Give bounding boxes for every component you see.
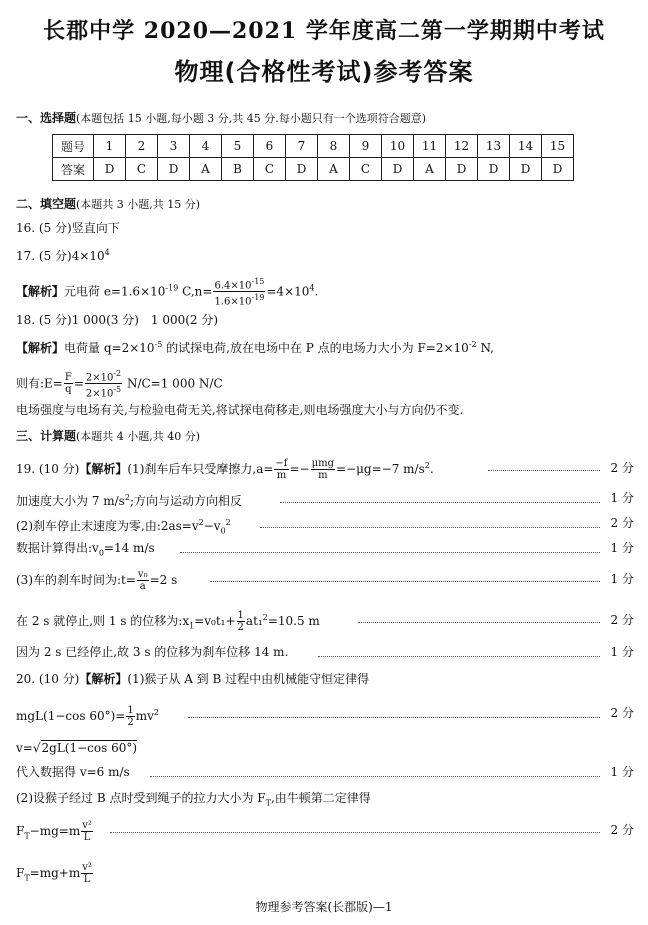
q-answer: D xyxy=(158,158,190,181)
q17-exponent: 4 xyxy=(104,248,110,257)
q18-frac2-den-exp: -5 xyxy=(113,385,122,395)
answer-table xyxy=(52,134,574,181)
q-answer: C xyxy=(254,158,286,181)
q17-sol-mid: C,n= xyxy=(178,284,213,299)
q19-l5-end: =2 s xyxy=(149,573,178,587)
q18-sol1-exp: -5 xyxy=(154,340,163,349)
dotted-leader xyxy=(150,776,600,777)
q19-l1-text: (1)刹车后车只受摩擦力,a= xyxy=(127,462,274,476)
q20-line-3 xyxy=(16,740,137,756)
q18-fraction-2 xyxy=(85,368,122,400)
q19-l6-frac xyxy=(237,610,245,633)
q19-l5-frac-num: v₀ xyxy=(137,569,148,580)
q19-line-6 xyxy=(16,610,320,634)
q-answer: D xyxy=(286,158,318,181)
q20-l6-frac xyxy=(81,820,93,843)
q-number: 11 xyxy=(414,135,446,158)
q20-l2-frac-den: 2 xyxy=(127,717,134,728)
q19-l4-tail: =14 m/s xyxy=(103,541,155,555)
q18-sol2-text: 则有:E= xyxy=(16,376,63,391)
q18-frac1-den: q xyxy=(65,384,72,396)
q17-answer xyxy=(16,245,110,264)
q19-l2-exp: 2 xyxy=(124,493,130,502)
q17-fraction xyxy=(213,276,265,308)
score: 2 分 xyxy=(610,516,634,530)
q16-answer: 16. (5 分)竖直向下 xyxy=(16,221,120,235)
q19-l3-sub: 0 xyxy=(220,526,226,536)
page-footer: 物理参考答案(长郡版)—1 xyxy=(255,900,393,914)
q20-line-2 xyxy=(16,705,159,728)
answer-table-number-row xyxy=(53,135,574,158)
q18-frac2-num-exp: -2 xyxy=(113,369,122,378)
q17-frac-den-exp: -19 xyxy=(251,293,265,303)
jiexi-label: 【解析】 xyxy=(79,672,128,686)
q19-l6-mid: =v₀t₁+ xyxy=(194,614,236,628)
q20-l3-text: v= xyxy=(16,741,33,755)
exam-subtitle: 物理(合格性考试)参考答案 xyxy=(174,58,474,86)
sqrt-sign: √ xyxy=(32,741,41,755)
q-number: 1 xyxy=(94,135,126,158)
q19-l1-frac2-num: μmg xyxy=(311,458,334,469)
q-answer: B xyxy=(222,158,254,181)
q20-l5-tail: ,由牛顿第二定律得 xyxy=(270,791,371,805)
q-answer: C xyxy=(126,158,158,181)
q19-l3-exp: 2 xyxy=(198,518,204,527)
q20-l7-frac xyxy=(81,862,93,885)
section3-note: (本题共 4 小题,共 40 分) xyxy=(76,430,201,443)
q19-l4-text: 数据计算得出:v xyxy=(16,541,99,555)
section3-title: 三、计算题 xyxy=(16,429,77,443)
exam-title: 长郡中学 2020—2021 学年度高二第一学期期中考试 xyxy=(43,18,605,44)
row-label-answer: 答案 xyxy=(53,158,94,181)
dotted-leader xyxy=(488,470,600,471)
q18-solution-2 xyxy=(16,368,223,400)
score: 1 分 xyxy=(610,541,634,555)
jiexi-label: 【解析】 xyxy=(16,341,65,355)
score: 2 分 xyxy=(610,461,634,475)
q20-head: 20. (10 分) xyxy=(16,672,80,686)
q20-l5-sub: T xyxy=(265,798,271,808)
q19-l5-frac-den: a xyxy=(139,581,146,592)
q-answer: D xyxy=(446,158,478,181)
q18-equals: = xyxy=(73,376,84,391)
q18-frac1-num: F xyxy=(64,372,72,384)
q-number: 8 xyxy=(318,135,350,158)
q19-l1-end: =−μg=−7 m/s xyxy=(336,462,425,476)
q19-l1-frac1-num: −f xyxy=(275,458,288,469)
q17-sol-text: 元电荷 e=1.6×10 xyxy=(64,284,166,299)
q-number: 7 xyxy=(286,135,318,158)
q-answer: C xyxy=(350,158,382,181)
q19-l6-tail: =10.5 m xyxy=(267,614,320,628)
q-answer: D xyxy=(94,158,126,181)
q19-l2-tail: ;方向与运动方向相反 xyxy=(129,494,242,508)
q19-l1-frac2 xyxy=(311,458,335,481)
q20-l6-sub: T xyxy=(24,831,30,841)
q17-sol-exp: -19 xyxy=(165,283,179,293)
dotted-leader xyxy=(188,717,600,718)
q20-line-1 xyxy=(16,671,369,687)
q19-l1-exp: 2 xyxy=(424,461,430,470)
section1-note: (本题包括 15 小题,每小题 3 分,共 45 分.每小题只有一个选项符合题意) xyxy=(76,112,427,125)
q-number: 12 xyxy=(446,135,478,158)
q20-l2-frac xyxy=(126,705,134,728)
q19-l1-frac2-den: m xyxy=(318,470,328,481)
q-number: 10 xyxy=(382,135,414,158)
q-number: 4 xyxy=(190,135,222,158)
score: 1 分 xyxy=(610,491,634,505)
q19-line-7: 因为 2 s 已经停止,故 3 s 的位移为刹车位移 14 m. xyxy=(16,645,289,659)
q-number: 9 xyxy=(350,135,382,158)
q18-sol1-text: 电荷量 q=2×10 xyxy=(64,341,155,355)
q19-l3-mid: −v xyxy=(203,519,221,533)
q18-sol2-end: N/C=1 000 N/C xyxy=(123,376,223,391)
q17-sol-end: =4×10 xyxy=(266,284,310,299)
q19-l2-text: 加速度大小为 7 m/s xyxy=(16,494,125,508)
q20-line-5 xyxy=(16,790,371,811)
dotted-leader xyxy=(260,527,600,528)
q19-head: 19. (10 分) xyxy=(16,462,80,476)
dotted-leader xyxy=(210,581,600,582)
q-answer: A xyxy=(318,158,350,181)
q18-sol1-mid: 的试探电荷,放在电场中在 P 点的电场力大小为 F=2×10 xyxy=(162,341,469,355)
score: 1 分 xyxy=(610,765,634,779)
q20-l6-text: F xyxy=(16,824,25,838)
dotted-leader xyxy=(318,656,600,657)
section1-title: 一、选择题 xyxy=(16,111,77,125)
q20-l6-frac-num: v² xyxy=(82,820,92,831)
q20-l1-text: (1)猴子从 A 到 B 过程中由机械能守恒定律得 xyxy=(127,672,370,686)
q-answer: A xyxy=(414,158,446,181)
q19-line-2 xyxy=(16,490,242,509)
q17-frac-den: 1.6×10 xyxy=(214,296,252,308)
section2-note: (本题共 3 小题,共 15 分) xyxy=(76,198,201,211)
q19-l6-end: at₁ xyxy=(245,614,263,628)
q19-line-3 xyxy=(16,515,231,539)
q19-l6-frac-num: 1 xyxy=(237,610,244,621)
score: 2 分 xyxy=(610,823,634,837)
q20-l2-end: mv xyxy=(135,709,154,723)
q20-l7-frac-num: v² xyxy=(82,862,92,873)
q20-l7-sub: T xyxy=(24,873,30,883)
q20-l2-text: mgL(1−cos 60°)= xyxy=(16,709,126,723)
dotted-leader xyxy=(110,832,600,833)
q19-l5-frac xyxy=(137,569,149,592)
q17-sol-tail: . xyxy=(314,284,319,299)
q19-l6-text: 在 2 s 就停止,则 1 s 的位移为:x xyxy=(16,614,190,628)
q20-l3-radicand: 2gL(1−cos 60°) xyxy=(41,741,138,755)
q19-line-4 xyxy=(16,540,155,561)
q18-sol1-end: N, xyxy=(476,341,494,355)
q-number: 15 xyxy=(542,135,574,158)
q19-l6-frac-den: 2 xyxy=(237,622,244,633)
score: 1 分 xyxy=(610,645,634,659)
section3-heading xyxy=(16,428,200,445)
q20-l6-mid: −mg=m xyxy=(29,824,81,838)
q-number: 5 xyxy=(222,135,254,158)
section2-heading xyxy=(16,196,200,213)
q-number: 14 xyxy=(510,135,542,158)
section1-heading xyxy=(16,110,426,127)
q18-solution-1 xyxy=(16,337,494,356)
q19-l3-exp2: 2 xyxy=(225,518,231,527)
q18-sol1-exp2: -2 xyxy=(468,340,477,349)
q18-frac2-den: 2×10 xyxy=(85,388,114,400)
score: 2 分 xyxy=(610,706,634,720)
q-number: 6 xyxy=(254,135,286,158)
answer-table-answer-row xyxy=(53,158,574,181)
q17-text: 17. (5 分)4×10 xyxy=(16,249,105,263)
dotted-leader xyxy=(280,502,600,503)
dotted-leader xyxy=(180,552,600,553)
q17-frac-num: 6.4×10 xyxy=(214,280,252,292)
q20-l5-text: (2)设猴子经过 B 点时受到绳子的拉力大小为 F xyxy=(16,791,266,805)
q19-l6-sub: 1 xyxy=(189,621,195,631)
jiexi-label: 【解析】 xyxy=(79,462,128,476)
q20-l7-mid: =mg+m xyxy=(29,866,81,880)
q20-l6-frac-den: L xyxy=(83,832,91,843)
q-number: 13 xyxy=(478,135,510,158)
q17-solution xyxy=(16,276,318,308)
q20-l7-text: F xyxy=(16,866,25,880)
q20-l7-frac-den: L xyxy=(83,874,91,885)
q-answer: D xyxy=(478,158,510,181)
q19-line-5 xyxy=(16,569,177,592)
q-answer: D xyxy=(510,158,542,181)
q19-l4-sub: 0 xyxy=(98,548,104,558)
q19-l1-mid: =− xyxy=(289,462,310,476)
q18-answer: 18. (5 分)1 000(3 分) 1 000(2 分) xyxy=(16,313,219,327)
q19-l5-text: (3)车的刹车时间为:t= xyxy=(16,573,136,587)
q18-solution-3: 电场强度与电场有关,与检验电荷无关,将试探电荷移走,则电场强度大小与方向仍不变. xyxy=(16,403,464,417)
q-number: 2 xyxy=(126,135,158,158)
score: 2 分 xyxy=(610,613,634,627)
dotted-leader xyxy=(358,622,600,623)
q20-line-6 xyxy=(16,820,94,844)
row-label-number: 题号 xyxy=(53,135,94,158)
q20-line-4: 代入数据得 v=6 m/s xyxy=(16,765,130,779)
q-answer: D xyxy=(382,158,414,181)
q18-frac2-num: 2×10 xyxy=(85,372,114,384)
q19-l6-exp: 2 xyxy=(262,613,268,622)
jiexi-label: 【解析】 xyxy=(16,284,65,299)
section2-title: 二、填空题 xyxy=(16,197,77,211)
q20-line-7 xyxy=(16,862,94,886)
score: 1 分 xyxy=(610,572,634,586)
q19-l1-frac1-den: m xyxy=(276,470,287,481)
q-answer: A xyxy=(190,158,222,181)
q20-l2-frac-num: 1 xyxy=(127,705,134,716)
q-number: 3 xyxy=(158,135,190,158)
q-answer: D xyxy=(542,158,574,181)
q19-line-1 xyxy=(16,458,434,481)
q17-sol-end-exp: 4 xyxy=(309,283,315,293)
q20-l2-exp: 2 xyxy=(153,708,159,717)
q17-frac-num-exp: -15 xyxy=(251,277,265,286)
q19-l1-frac1 xyxy=(274,458,288,481)
q19-l1-tail: . xyxy=(429,462,434,476)
q19-l3-text: (2)刹车停止末速度为零,由:2as=v xyxy=(16,519,199,533)
q18-fraction-1 xyxy=(64,372,73,395)
